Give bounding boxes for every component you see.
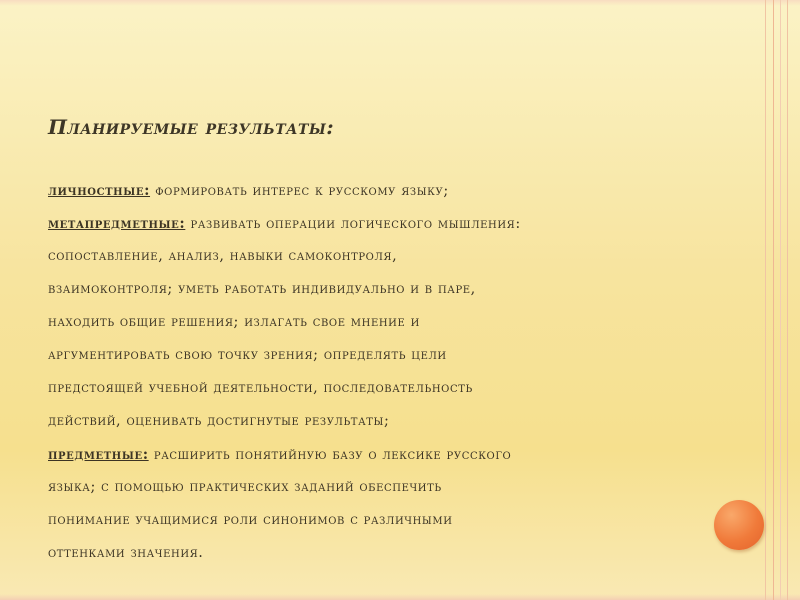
body-line — [48, 405, 748, 438]
body-text: предстоящей учебной деятельности, последовательность — [48, 380, 473, 396]
body-line — [48, 240, 748, 273]
heading-subject: предметные: — [48, 446, 149, 463]
body-text: формировать интерес к русскому языку; — [150, 183, 449, 199]
frame-line — [780, 0, 781, 600]
body-text: языка; с помощью практических заданий обеспечить — [48, 479, 442, 495]
body-text: аргументировать свою точку зрения; определять цели — [48, 347, 447, 363]
body-line-metasubject — [48, 207, 748, 240]
slide-body — [48, 174, 748, 570]
decorative-circle — [714, 500, 764, 550]
body-text: действий, оценивать достигнутые результаты; — [48, 413, 390, 429]
body-text: оттенками значения. — [48, 545, 204, 561]
body-line — [48, 471, 748, 504]
slide-title: Планируемые результаты: — [48, 115, 335, 139]
body-line — [48, 306, 748, 339]
body-line-subject — [48, 438, 748, 471]
body-text: понимание учащимися роли синонимов с различными — [48, 512, 453, 528]
body-text: взаимоконтроля; уметь работать индивидуально и в паре, — [48, 281, 476, 297]
body-line — [48, 339, 748, 372]
body-line-personal — [48, 174, 748, 207]
body-text: сопоставление, анализ, навыки самоконтроля, — [48, 248, 398, 264]
body-line — [48, 372, 748, 405]
frame-line — [773, 0, 774, 600]
body-line — [48, 273, 748, 306]
body-text: развивать операции логического мышления: — [185, 216, 521, 232]
body-text: находить общие решения; излагать свое мнение и — [48, 314, 420, 330]
frame-line — [765, 0, 766, 600]
slide-content — [48, 108, 748, 570]
body-text: расширить понятийную базу о лексике русского — [148, 447, 512, 463]
body-line — [48, 537, 748, 570]
heading-metasubject: метапредметные: — [48, 215, 186, 232]
title-spacer — [48, 146, 748, 174]
body-line — [48, 504, 748, 537]
heading-personal: личностные: — [48, 182, 151, 199]
slide-top-border — [0, 0, 800, 6]
frame-line — [787, 0, 788, 600]
slide-bottom-border — [0, 594, 800, 600]
